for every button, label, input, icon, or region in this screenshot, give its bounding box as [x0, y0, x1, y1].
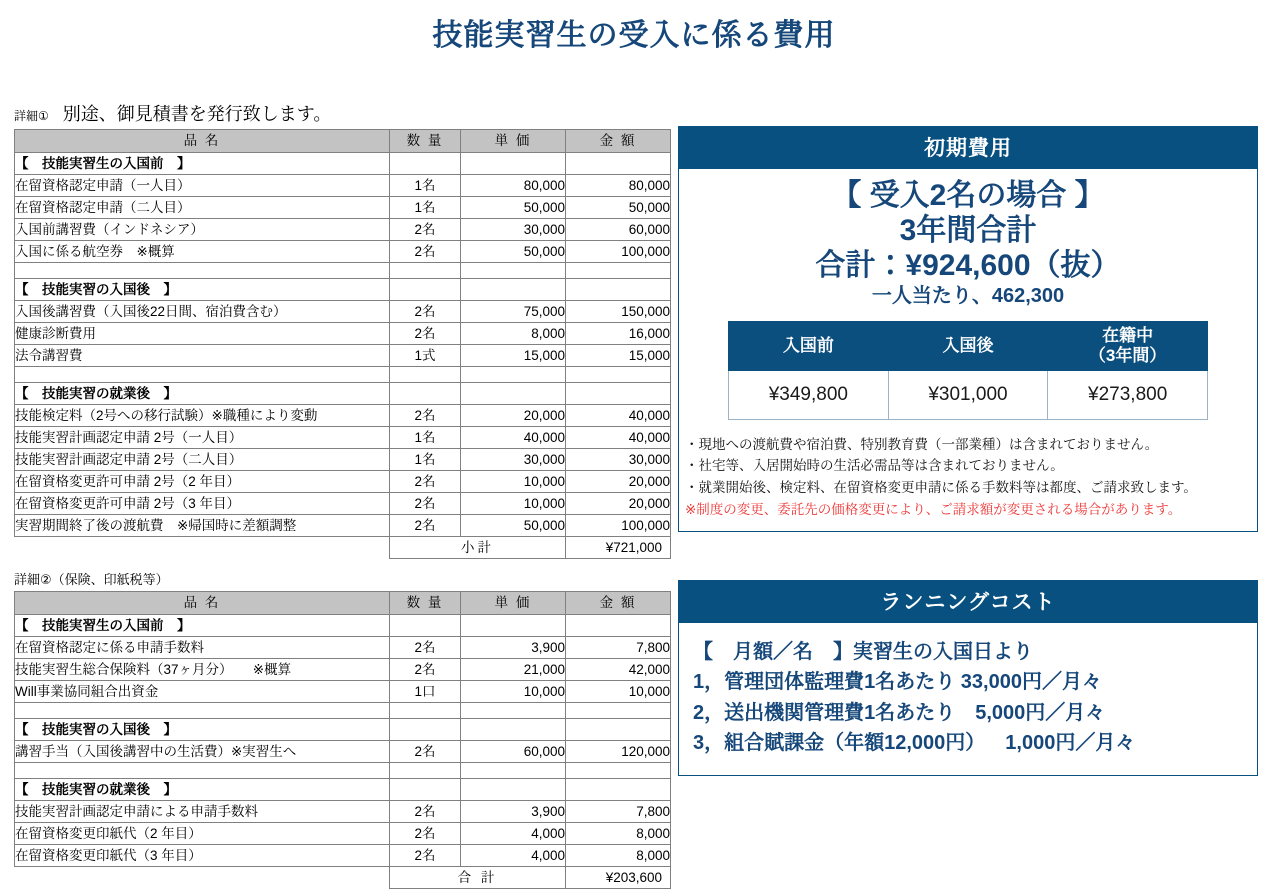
initial-cost-line-2: 3年間合計: [899, 213, 1037, 247]
table-row: [15, 427, 671, 449]
table-cell-price: 30,000: [461, 219, 566, 241]
table-cell-empty: [461, 263, 566, 279]
table-cell-amount: 7,800: [566, 637, 671, 659]
table-cell-amount: 20,000: [566, 493, 671, 515]
table-cell-empty: [390, 615, 461, 637]
table-cell-empty: [566, 763, 671, 779]
table-spacer-row: [15, 703, 671, 719]
table-row: [15, 801, 671, 823]
table-cell-price: 3,900: [461, 637, 566, 659]
table-cell-name: 講習手当（入国後講習中の生活費）※実習生へ: [15, 741, 390, 763]
running-cost-item: [693, 698, 1257, 728]
table-cell-name: 法令講習費: [15, 345, 390, 367]
subtotal-value: ¥721,000: [566, 537, 671, 559]
running-cost-item-amount: 1名あたり 33,000円／月々: [864, 671, 1102, 694]
column-header-price: 単 価: [461, 592, 566, 615]
table-row: [15, 449, 671, 471]
table-cell-empty: [566, 383, 671, 405]
table-cell-qty: 1式: [390, 345, 461, 367]
note-line: ・社宅等、入居開始時の生活必需品等は含まれておりません。: [685, 458, 1064, 474]
table-cell-qty: 2名: [390, 241, 461, 263]
table-cell-amount: 42,000: [566, 659, 671, 681]
column-header-qty: 数 量: [390, 592, 461, 615]
table-cell-amount: 100,000: [566, 515, 671, 537]
table-row: [15, 301, 671, 323]
table-cell-price: 60,000: [461, 741, 566, 763]
detail2-total-row: [15, 867, 671, 889]
table-cell-empty: [15, 763, 390, 779]
running-cost-body: [678, 623, 1258, 776]
table-section-row: [15, 719, 671, 741]
table-cell-empty: [390, 719, 461, 741]
table-cell-empty: [15, 367, 390, 383]
table-cell-amount: 20,000: [566, 471, 671, 493]
column-header-amount: 金 額: [566, 130, 671, 153]
table-cell-price: 15,000: [461, 345, 566, 367]
table-cell-qty: 2名: [390, 741, 461, 763]
table-cell-name: 在留資格変更許可申請 2号（2 年目）: [15, 471, 390, 493]
table-row: [15, 845, 671, 867]
table-cell-amount: 40,000: [566, 427, 671, 449]
table-cell-name: 在留資格変更許可申請 2号（3 年目）: [15, 493, 390, 515]
table-cell-name: 在留資格認定申請（二人目）: [15, 197, 390, 219]
table-cell-qty: 2名: [390, 219, 461, 241]
table-cell-qty: 2名: [390, 659, 461, 681]
table-row: [15, 471, 671, 493]
total-value: ¥203,600: [566, 867, 671, 889]
table-cell-empty: [15, 703, 390, 719]
table-section-row: [15, 779, 671, 801]
table-cell-empty: [390, 279, 461, 301]
table-section-label: 【 技能実習の入国後 】: [15, 719, 390, 741]
table-cell-amount: 15,000: [566, 345, 671, 367]
table-cell-price: 4,000: [461, 845, 566, 867]
table-cell-name: 技能実習計画認定申請 2号（一人目）: [15, 427, 390, 449]
detail1-tag: 詳細①: [14, 109, 49, 123]
table-spacer-row: [15, 367, 671, 383]
total-blank-cell: [15, 867, 390, 889]
table-row: [15, 197, 671, 219]
table-cell-empty: [566, 153, 671, 175]
table-cell-empty: [461, 383, 566, 405]
table-cell-empty: [461, 779, 566, 801]
table-cell-price: 80,000: [461, 175, 566, 197]
table-cell-amount: 7,800: [566, 801, 671, 823]
table-cell-empty: [566, 703, 671, 719]
table-cell-empty: [461, 763, 566, 779]
column-header-amount: 金 額: [566, 592, 671, 615]
table-section-label: 【 技能実習の入国後 】: [15, 279, 390, 301]
initial-cost-body: [678, 169, 1258, 532]
table-section-row: [15, 615, 671, 637]
table-row: [15, 637, 671, 659]
table-cell-qty: 1名: [390, 175, 461, 197]
total-label: 合 計: [390, 867, 566, 889]
table-row: [15, 345, 671, 367]
table-row: [15, 175, 671, 197]
table-cell-empty: [461, 703, 566, 719]
table-cell-qty: 1名: [390, 449, 461, 471]
table-header-row: [15, 592, 671, 615]
running-cost-header: ランニングコスト: [678, 580, 1258, 623]
table-cell-empty: [390, 153, 461, 175]
table-row: [15, 241, 671, 263]
detail1-table-body: [15, 153, 671, 537]
table-cell-empty: [390, 703, 461, 719]
table-cell-empty: [390, 263, 461, 279]
table-cell-name: Will事業協同組合出資金: [15, 681, 390, 703]
table-row: [15, 405, 671, 427]
table-row: [15, 219, 671, 241]
table-cell-empty: [461, 367, 566, 383]
column-header-name: 品 名: [15, 130, 390, 153]
page-title: 技能実習生の受入に係る費用: [432, 19, 836, 52]
initial-cost-header: 初期費用: [678, 126, 1258, 169]
table-cell-empty: [566, 779, 671, 801]
table-section-row: [15, 153, 671, 175]
running-cost-panel: [678, 580, 1258, 776]
initial-cost-line-1: 【 受入2名の場合 】: [831, 179, 1105, 212]
summary-value-enrolled: ¥273,800: [1048, 370, 1208, 419]
table-cell-qty: 2名: [390, 323, 461, 345]
table-row: [15, 823, 671, 845]
table-section-label: 【 技能実習生の入国前 】: [15, 615, 390, 637]
table-section-row: [15, 383, 671, 405]
table-cell-amount: 100,000: [566, 241, 671, 263]
summary-header-before-entry: 入国前: [729, 321, 889, 370]
table-cell-price: 10,000: [461, 471, 566, 493]
table-cell-name: 在留資格認定申請（一人目）: [15, 175, 390, 197]
table-cell-qty: 1名: [390, 427, 461, 449]
detail2-table-body: [15, 615, 671, 867]
table-cell-price: 40,000: [461, 427, 566, 449]
table-cell-name: 入国前講習費（インドネシア）: [15, 219, 390, 241]
table-row: [15, 741, 671, 763]
table-spacer-row: [15, 263, 671, 279]
table-row: [15, 659, 671, 681]
summary-value-row: [729, 370, 1208, 419]
table-cell-name: 入国に係る航空券 ※概算: [15, 241, 390, 263]
running-cost-item-amount: 1,000円／月々: [985, 732, 1136, 755]
table-cell-name: 技能実習計画認定申請による申請手数料: [15, 801, 390, 823]
summary-value-before-entry: ¥349,800: [729, 370, 889, 419]
right-column: [678, 126, 1258, 776]
subtotal-label: 小計: [390, 537, 566, 559]
column-header-name: 品 名: [15, 592, 390, 615]
table-cell-qty: 2名: [390, 301, 461, 323]
table-cell-name: 実習期間終了後の渡航費 ※帰国時に差額調整: [15, 515, 390, 537]
running-cost-item-label: 組合賦課金（年額12,000円）: [724, 732, 986, 755]
detail2-caption: [14, 569, 670, 588]
table-cell-price: 50,000: [461, 241, 566, 263]
table-cell-price: 4,000: [461, 823, 566, 845]
column-header-qty: 数 量: [390, 130, 461, 153]
table-cell-qty: 2名: [390, 493, 461, 515]
table-cell-qty: 2名: [390, 405, 461, 427]
table-cell-price: 10,000: [461, 681, 566, 703]
table-cell-price: 3,900: [461, 801, 566, 823]
running-cost-item-amount: 1名あたり 5,000円／月々: [864, 701, 1106, 724]
summary-header-enrolled-line2: （3年間）: [1088, 345, 1167, 365]
detail1-note: 別途、御見積書を発行致します。: [62, 104, 332, 124]
table-cell-amount: 30,000: [566, 449, 671, 471]
running-cost-item-number: 1，: [693, 671, 725, 694]
running-cost-item-label: 送出機関管理費: [724, 701, 865, 724]
table-cell-empty: [390, 779, 461, 801]
table-cell-price: 21,000: [461, 659, 566, 681]
table-cell-price: 8,000: [461, 323, 566, 345]
table-cell-name: 健康診断費用: [15, 323, 390, 345]
detail1-caption: [14, 100, 670, 126]
table-cell-qty: 2名: [390, 823, 461, 845]
detail1-subtotal-row: [15, 537, 671, 559]
left-column: [14, 100, 670, 889]
table-cell-amount: 16,000: [566, 323, 671, 345]
table-cell-price: 30,000: [461, 449, 566, 471]
table-cell-qty: 2名: [390, 637, 461, 659]
table-cell-empty: [390, 763, 461, 779]
table-spacer-row: [15, 763, 671, 779]
table-cell-empty: [461, 719, 566, 741]
table-cell-name: 技能実習生総合保険料（37ヶ月分） ※概算: [15, 659, 390, 681]
note-line: ・就業開始後、検定料、在留資格変更申請に係る手数料等は都度、ご請求致します。: [685, 480, 1197, 496]
table-cell-price: 50,000: [461, 515, 566, 537]
initial-cost-summary-table: [728, 321, 1208, 420]
table-row: [15, 323, 671, 345]
note-warning: ※制度の変更、委託先の価格変更により、ご請求額が変更される場合があります。: [685, 502, 1182, 518]
table-cell-amount: 8,000: [566, 845, 671, 867]
table-cell-empty: [566, 263, 671, 279]
table-cell-name: 技能検定料（2号への移行試験）※職種により変動: [15, 405, 390, 427]
table-cell-price: 75,000: [461, 301, 566, 323]
table-cell-amount: 40,000: [566, 405, 671, 427]
summary-header-enrolled-line1: 在籍中: [1102, 326, 1154, 346]
table-cell-amount: 60,000: [566, 219, 671, 241]
summary-header-row: [729, 321, 1208, 370]
summary-header-after-entry: 入国後: [888, 321, 1048, 370]
summary-header-enrolled: [1048, 321, 1208, 370]
running-cost-item: [693, 667, 1257, 697]
table-cell-empty: [390, 383, 461, 405]
table-cell-empty: [566, 719, 671, 741]
table-cell-qty: 2名: [390, 801, 461, 823]
table-cell-empty: [566, 367, 671, 383]
initial-cost-panel: [678, 126, 1258, 532]
table-cell-empty: [390, 367, 461, 383]
table-cell-name: 在留資格変更印紙代（2 年目）: [15, 823, 390, 845]
note-line: ・現地への渡航費や宿泊費、特別教育費（一部業種）は含まれておりません。: [685, 436, 1159, 452]
table-cell-qty: 1口: [390, 681, 461, 703]
table-cell-name: 在留資格変更印紙代（3 年目）: [15, 845, 390, 867]
column-header-price: 単 価: [461, 130, 566, 153]
table-cell-empty: [566, 615, 671, 637]
running-cost-item-number: 2，: [693, 701, 725, 724]
detail1-table: [14, 129, 671, 559]
summary-value-after-entry: ¥301,000: [888, 370, 1048, 419]
table-cell-empty: [461, 615, 566, 637]
running-cost-list: [679, 633, 1257, 765]
table-cell-name: 入国後講習費（入国後22日間、宿泊費含む）: [15, 301, 390, 323]
table-cell-amount: 8,000: [566, 823, 671, 845]
table-row: [15, 681, 671, 703]
table-section-label: 【 技能実習の就業後 】: [15, 383, 390, 405]
table-section-label: 【 技能実習生の入国前 】: [15, 153, 390, 175]
table-cell-qty: 2名: [390, 471, 461, 493]
table-cell-empty: [566, 279, 671, 301]
table-cell-amount: 120,000: [566, 741, 671, 763]
table-header-row: [15, 130, 671, 153]
running-cost-item-label: 管理団体監理費: [724, 671, 865, 694]
table-cell-qty: 2名: [390, 845, 461, 867]
running-cost-item-number: 3，: [693, 732, 725, 755]
table-cell-amount: 10,000: [566, 681, 671, 703]
table-cell-qty: 2名: [390, 515, 461, 537]
table-cell-amount: 150,000: [566, 301, 671, 323]
table-cell-amount: 50,000: [566, 197, 671, 219]
initial-cost-per-person: 一人当たり、462,300: [871, 285, 1065, 308]
initial-cost-line-3: 合計：¥924,600（抜）: [815, 248, 1121, 282]
table-cell-name: 技能実習計画認定申請 2号（二人目）: [15, 449, 390, 471]
table-cell-empty: [461, 153, 566, 175]
table-row: [15, 515, 671, 537]
table-cell-empty: [461, 279, 566, 301]
running-cost-item: [693, 728, 1257, 758]
subtotal-blank-cell: [15, 537, 390, 559]
table-cell-name: 在留資格認定に係る申請手数料: [15, 637, 390, 659]
table-cell-price: 10,000: [461, 493, 566, 515]
detail2-table: [14, 591, 671, 889]
table-section-row: [15, 279, 671, 301]
table-cell-price: 50,000: [461, 197, 566, 219]
detail2-tag: 詳細②（保険、印紙税等）: [14, 572, 169, 587]
table-cell-empty: [15, 263, 390, 279]
table-row: [15, 493, 671, 515]
table-cell-amount: 80,000: [566, 175, 671, 197]
table-section-label: 【 技能実習の就業後 】: [15, 779, 390, 801]
running-cost-intro: 【 月額／名 】実習生の入国日より: [693, 641, 1033, 664]
table-cell-price: 20,000: [461, 405, 566, 427]
table-cell-qty: 1名: [390, 197, 461, 219]
initial-cost-notes: [685, 434, 1257, 521]
